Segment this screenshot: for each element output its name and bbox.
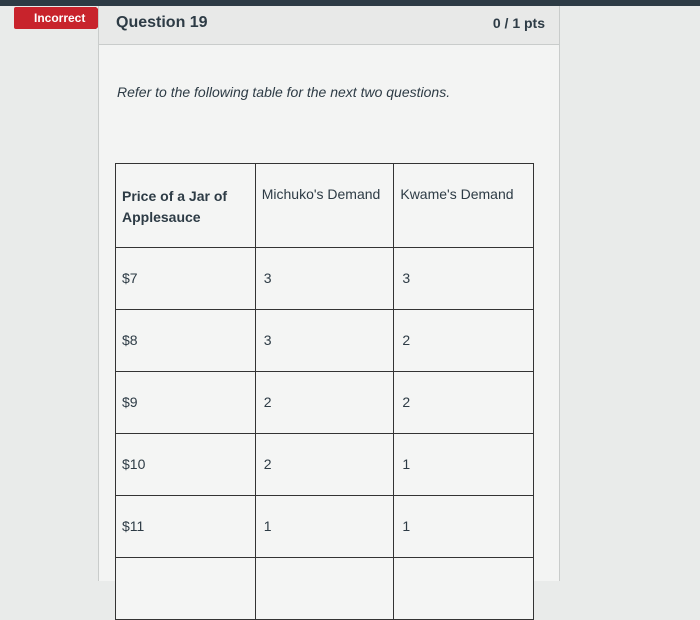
price-cell: $10 xyxy=(116,434,256,496)
kwame-cell xyxy=(394,558,534,620)
question-title: Question 19 xyxy=(116,14,208,31)
michuko-cell xyxy=(255,558,394,620)
table-row xyxy=(116,248,534,310)
table-row xyxy=(116,310,534,372)
question-header xyxy=(99,6,559,45)
price-cell xyxy=(116,558,256,620)
michuko-cell: 2 xyxy=(255,372,394,434)
incorrect-badge: Incorrect xyxy=(14,7,96,29)
price-cell: $11 xyxy=(116,496,256,558)
price-cell: $7 xyxy=(116,248,256,310)
demand-table xyxy=(115,163,534,620)
header-kwame: Kwame's Demand xyxy=(394,164,534,248)
question-prompt: Refer to the following table for the next two questions. xyxy=(117,84,451,100)
price-cell: $9 xyxy=(116,372,256,434)
points-score: 0 / 1 pts xyxy=(492,15,545,31)
kwame-cell: 2 xyxy=(394,372,534,434)
kwame-cell: 1 xyxy=(394,496,534,558)
table-row xyxy=(116,496,534,558)
question-card xyxy=(98,6,560,581)
table-row xyxy=(116,558,534,620)
table-header-row xyxy=(116,164,534,248)
kwame-cell: 1 xyxy=(394,434,534,496)
kwame-cell: 2 xyxy=(394,310,534,372)
header-michuko: Michuko's Demand xyxy=(255,164,394,248)
michuko-cell: 3 xyxy=(255,248,394,310)
michuko-cell: 1 xyxy=(255,496,394,558)
price-cell: $8 xyxy=(116,310,256,372)
table-row xyxy=(116,372,534,434)
kwame-cell: 3 xyxy=(394,248,534,310)
michuko-cell: 2 xyxy=(255,434,394,496)
table-row xyxy=(116,434,534,496)
michuko-cell: 3 xyxy=(255,310,394,372)
header-price: Price of a Jar of Applesauce xyxy=(116,164,256,248)
